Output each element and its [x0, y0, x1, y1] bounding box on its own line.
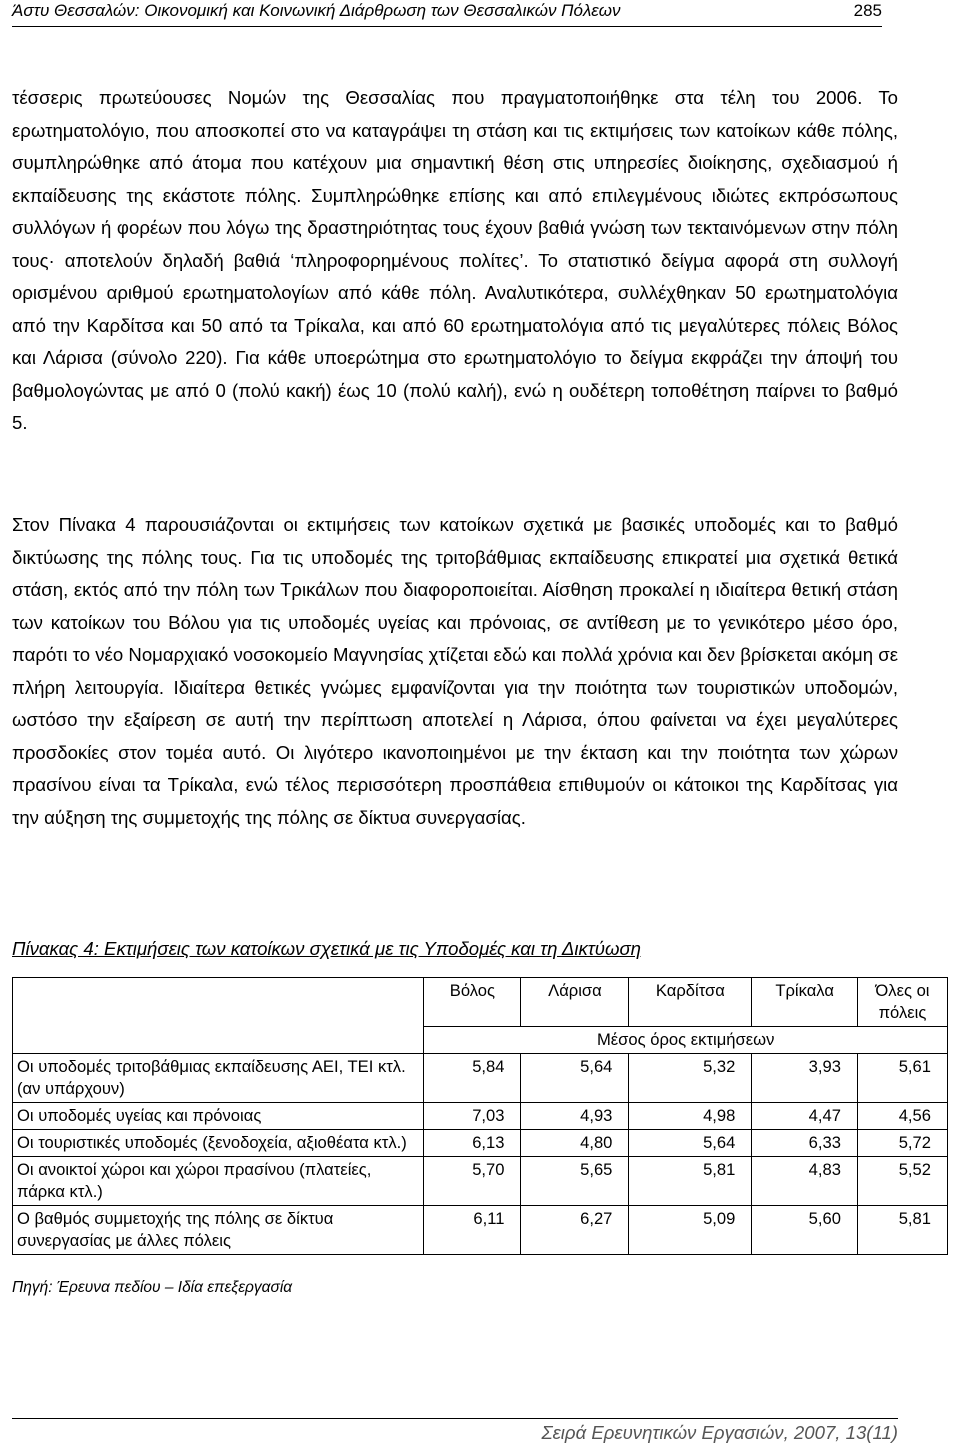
- value-cell: 5,84: [424, 1054, 521, 1103]
- value-cell: 5,65: [521, 1157, 629, 1206]
- ratings-table: [12, 977, 948, 1255]
- row-label: Οι υποδομές τριτοβάθμιας εκπαίδευσης ΑΕΙ, ΤΕΙ κτλ. (αν υπάρχουν): [13, 1054, 424, 1103]
- running-header: [12, 0, 882, 27]
- table-row: [13, 1130, 948, 1157]
- row-label: Οι ανοικτοί χώροι και χώροι πρασίνου (πλατείες, πάρκα κτλ.): [13, 1157, 424, 1206]
- table-source-note: Πηγή: Έρευνα πεδίου – Ιδία επεξεργασία: [12, 1279, 293, 1296]
- value-cell: 4,56: [857, 1103, 947, 1130]
- table-row: [13, 1103, 948, 1130]
- value-cell: 6,11: [424, 1206, 521, 1255]
- table-row: [13, 1157, 948, 1206]
- value-cell: 5,81: [629, 1157, 752, 1206]
- value-cell: 4,83: [752, 1157, 858, 1206]
- value-cell: 3,93: [752, 1054, 858, 1103]
- table-caption: Πίνακας 4: Εκτιμήσεις των κατοίκων σχετικά με τις Υποδομές και τη Δικτύωση: [12, 938, 641, 959]
- value-cell: 5,09: [629, 1206, 752, 1255]
- value-cell: 5,32: [629, 1054, 752, 1103]
- column-header-karditsa: Καρδίτσα: [629, 978, 752, 1027]
- table-corner-cell: [13, 978, 424, 1054]
- table-row: [13, 1054, 948, 1103]
- value-cell: 5,81: [857, 1206, 947, 1255]
- table-header-row: [13, 978, 948, 1027]
- table-subheader: Μέσος όρος εκτιμήσεων: [424, 1027, 948, 1054]
- running-footer: [12, 1418, 898, 1447]
- value-cell: 5,64: [629, 1130, 752, 1157]
- column-header-volos: Βόλος: [424, 978, 521, 1027]
- value-cell: 4,47: [752, 1103, 858, 1130]
- value-cell: 6,33: [752, 1130, 858, 1157]
- value-cell: 5,70: [424, 1157, 521, 1206]
- series-citation: Σειρά Ερευνητικών Εργασιών, 2007, 13(11): [541, 1422, 898, 1443]
- column-header-all-cities: Όλες οι πόλεις: [857, 978, 947, 1027]
- value-cell: 4,80: [521, 1130, 629, 1157]
- body-paragraph-1: τέσσερις πρωτεύουσες Νομών της Θεσσαλίας που πραγματοποιήθηκε στα τέλη του 2006. Το ερωτηματολόγιο, που αποσκοπεί στο να καταγράψει τη στάση και τις εκτιμήσεις των κατοίκων κάθε πόλης, συμπληρώθηκε από άτομα που κατέχουν μια σημαντική θέση στις υπηρεσίες διοίκησης, σχεδιασμού ή εκπαίδευσης της εκάστοτε πόλης. Συμπληρώθηκε επίσης και από επιλεγμένους ιδιώτες εκπρόσωπους συλλόγων ή φορέων που λόγω της δραστηριότητας τους έχουν βαθιά γνώση των τεκταινόμενων στην πόλη τους· αποτελούν δηλαδή βαθιά ‘πληροφορημένους πολίτες’. Το στατιστικό δείγμα αφορά στη συλλογή ορισμένου αριθμού ερωτηματολογίων από κάθε πόλη. Αναλυτικότερα, συλλέχθηκαν 50 ερωτηματολόγια από την Καρδίτσα και 50 από τα Τρίκαλα, και από 60 ερωτηματολόγια από τις μεγαλύτερες πόλεις Βόλος και Λάρισα (σύνολο 220). Για κάθε υποερώτημα στο ερωτηματολόγιο το δείγμα εκφράζει την άποψή του βαθμολογώντας με από 0 (πολύ κακή) έως 10 (πολύ καλή), ενώ η ουδέτερη τοποθέτηση παίρνει το βαθμό 5.: [12, 87, 898, 433]
- column-header-larisa: Λάρισα: [521, 978, 629, 1027]
- value-cell: 5,60: [752, 1206, 858, 1255]
- value-cell: 5,72: [857, 1130, 947, 1157]
- value-cell: 4,93: [521, 1103, 629, 1130]
- value-cell: 5,64: [521, 1054, 629, 1103]
- column-header-trikala: Τρίκαλα: [752, 978, 858, 1027]
- row-label: Οι τουριστικές υποδομές (ξενοδοχεία, αξιοθέατα κτλ.): [13, 1130, 424, 1157]
- value-cell: 6,13: [424, 1130, 521, 1157]
- row-label: Οι υποδομές υγείας και πρόνοιας: [13, 1103, 424, 1130]
- page-number: 285: [853, 1, 882, 20]
- value-cell: 7,03: [424, 1103, 521, 1130]
- table-row: [13, 1206, 948, 1255]
- value-cell: 5,61: [857, 1054, 947, 1103]
- value-cell: 6,27: [521, 1206, 629, 1255]
- value-cell: 4,98: [629, 1103, 752, 1130]
- body-paragraph-2: Στον Πίνακα 4 παρουσιάζονται οι εκτιμήσεις των κατοίκων σχετικά με βασικές υποδομές και το βαθμό δικτύωσης της πόλης τους. Για τις υποδομές της τριτοβάθμιας εκπαίδευσης επικρατεί μια σχετικά θετικά στάση, εκτός από την πόλη των Τρικάλων που διαφοροποιείται. Αίσθηση προκαλεί η ιδιαίτερα θετική στάση των κατοίκων του Βόλου για τις υποδομές υγείας και πρόνοιας, σε αντίθεση με το γενικότερο μέσο όρο, παρότι το νέο Νομαρχιακό νοσοκομείο Μαγνησίας χτίζεται εδώ και πολλά χρόνια και δεν βρίσκεται ακόμη σε πλήρη λειτουργία. Ιδιαίτερα θετικές γνώμες εμφανίζονται για την ποιότητα των τουριστικών υποδομών, ωστόσο την εξαίρεση σε αυτή την περίπτωση αποτελεί η Λάρισα, όπου φαίνεται να έχει μεγαλύτερες προσδοκίες στον τομέα αυτό. Οι λιγότερο ικανοποιημένοι με την έκταση και την ποιότητα των χώρων πρασίνου είναι τα Τρίκαλα, ενώ τέλος περισσότερη προσπάθεια επιθυμούν οι κάτοικοι της Καρδίτσας για την αύξηση της συμμετοχής της πόλης σε δίκτυα συνεργασίας.: [12, 514, 898, 828]
- row-label: Ο βαθμός συμμετοχής της πόλης σε δίκτυα συνεργασίας με άλλες πόλεις: [13, 1206, 424, 1255]
- header-title: Άστυ Θεσσαλών: Οικονομική και Κοινωνική Διάρθρωση των Θεσσαλικών Πόλεων: [12, 1, 621, 20]
- value-cell: 5,52: [857, 1157, 947, 1206]
